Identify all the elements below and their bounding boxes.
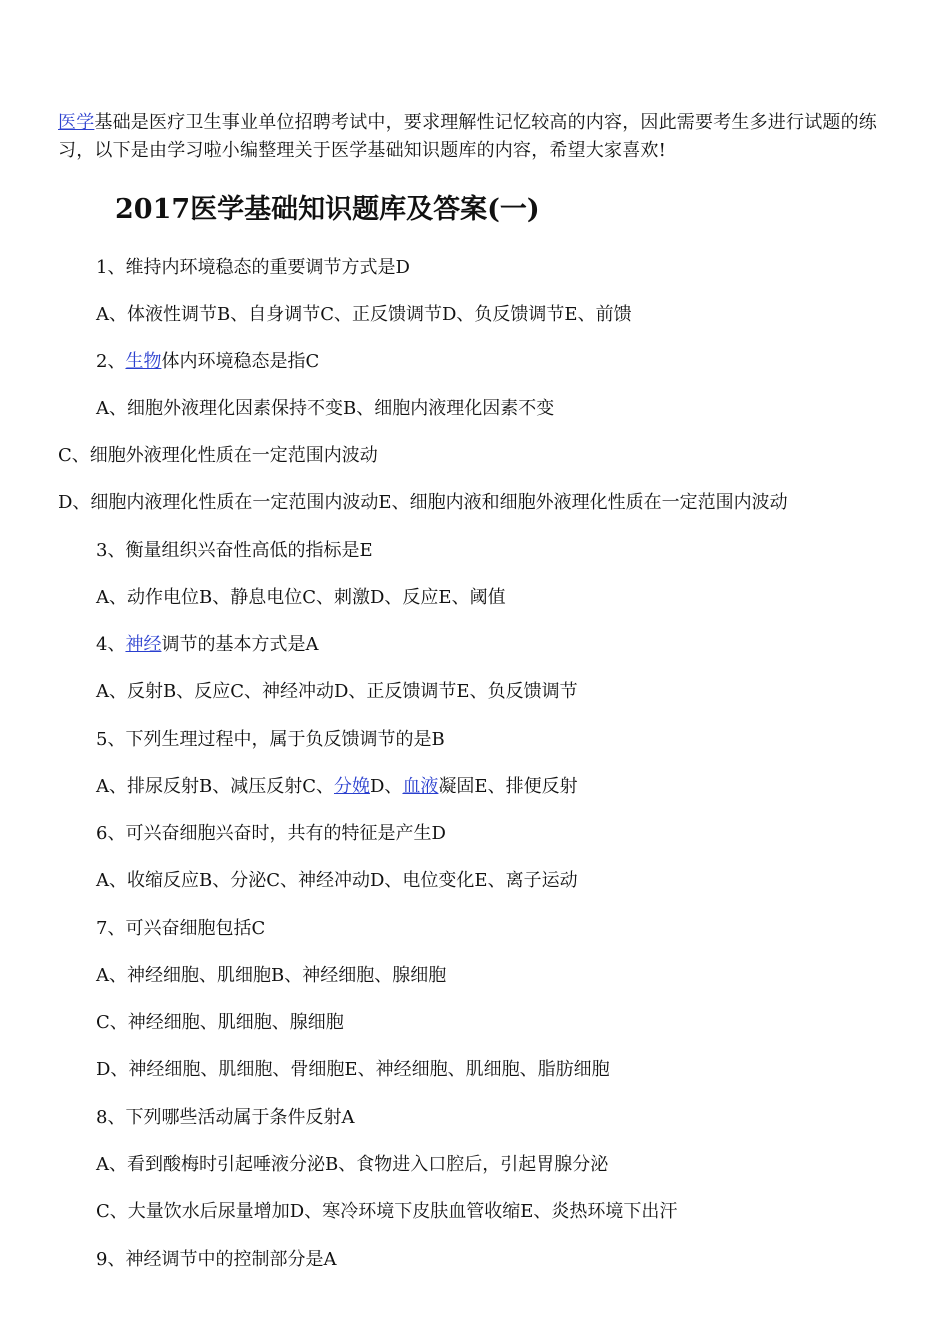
question-5-options-prefix: A、排尿反射B、减压反射C、 (96, 776, 334, 797)
question-1-options: A、体液性调节B、自身调节C、正反馈调节D、负反馈调节E、前馈 (96, 304, 632, 325)
question-5: 5、下列生理过程中，属于负反馈调节的是B (96, 729, 445, 750)
question-2-number: 2、 (96, 351, 126, 372)
question-2-options-de: D、细胞内液理化性质在一定范围内波动E、细胞内液和细胞外液理化性质在一定范围内波动 (58, 492, 788, 513)
question-4 (96, 632, 318, 658)
link-blood[interactable]: 血液 (402, 776, 439, 797)
question-2-options-c: C、细胞外液理化性质在一定范围内波动 (58, 445, 378, 466)
question-8-options-ce: C、大量饮水后尿量增加D、寒冷环境下皮肤血管收缩E、炎热环境下出汗 (96, 1201, 678, 1222)
link-nerve[interactable]: 神经 (125, 634, 162, 655)
page-title: 2017医学基础知识题库及答案(一) (115, 194, 540, 225)
intro-link-medicine[interactable]: 医学 (58, 112, 95, 133)
question-4-options: A、反射B、反应C、神经冲动D、正反馈调节E、负反馈调节 (96, 681, 578, 702)
question-2-options-ab: A、细胞外液理化因素保持不变B、细胞内液理化因素不变 (96, 398, 555, 419)
question-6: 6、可兴奋细胞兴奋时，共有的特征是产生D (96, 823, 446, 844)
question-2-text: 体内环境稳态是指C (161, 351, 320, 372)
question-2 (96, 349, 319, 375)
link-childbirth[interactable]: 分娩 (334, 776, 370, 797)
intro-paragraph (58, 109, 892, 165)
intro-text: 基础是医疗卫生事业单位招聘考试中，要求理解性记忆较高的内容，因此需要考生多进行试题的练习，以下是由学习啦小编整理关于医学基础知识题库的内容，希望大家喜欢! (58, 112, 878, 161)
question-5-options-suffix: 凝固E、排便反射 (438, 776, 578, 797)
question-3: 3、衡量组织兴奋性高低的指标是E (96, 540, 373, 561)
question-6-options: A、收缩反应B、分泌C、神经冲动D、电位变化E、离子运动 (96, 870, 578, 891)
question-3-options: A、动作电位B、静息电位C、刺激D、反应E、阈值 (96, 587, 506, 608)
question-5-options-mid: D、 (370, 776, 403, 797)
question-4-number: 4、 (96, 634, 126, 655)
question-8: 8、下列哪些活动属于条件反射A (96, 1107, 355, 1128)
question-4-text: 调节的基本方式是A (161, 634, 319, 655)
question-7: 7、可兴奋细胞包括C (96, 918, 266, 939)
question-1: 1、维持内环境稳态的重要调节方式是D (96, 257, 410, 278)
question-9: 9、神经调节中的控制部分是A (96, 1249, 337, 1270)
question-8-options-ab: A、看到酸梅时引起唾液分泌B、食物进入口腔后，引起胃腺分泌 (96, 1154, 609, 1175)
link-biology[interactable]: 生物 (125, 351, 162, 372)
question-5-options (96, 774, 578, 800)
question-7-options-de: D、神经细胞、肌细胞、骨细胞E、神经细胞、肌细胞、脂肪细胞 (96, 1059, 610, 1080)
question-7-options-ab: A、神经细胞、肌细胞B、神经细胞、腺细胞 (96, 965, 447, 986)
question-7-options-c: C、神经细胞、肌细胞、腺细胞 (96, 1012, 344, 1033)
